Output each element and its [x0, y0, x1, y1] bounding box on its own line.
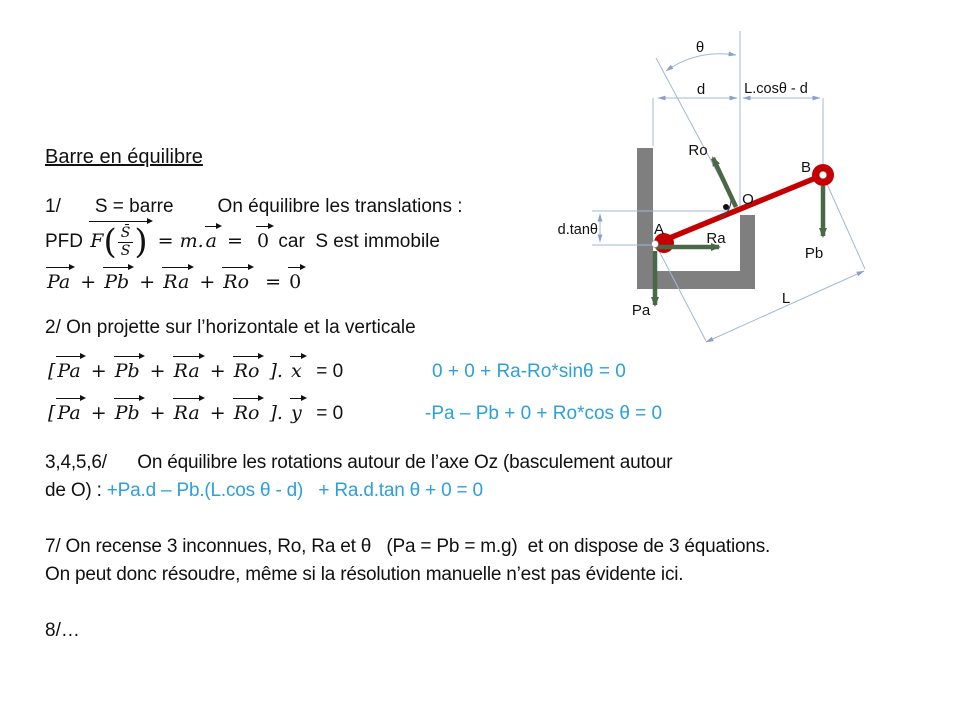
- pivot-a-dot: [652, 241, 659, 248]
- step7-line-2: On peut donc résoudre, même si la résolution manuelle n’est pas évidente ici.: [45, 564, 684, 585]
- vector: [172, 396, 204, 425]
- vector: [221, 265, 253, 294]
- step2-line: 2/ On projette sur l’horizontale et la verticale: [45, 317, 416, 338]
- math-text: ].: [263, 402, 289, 424]
- mechanics-diagram: [540, 15, 946, 360]
- rotation-line-2-blue: +Pa.d – Pb.(L.cos θ - d) + Ra.d.tan θ + 0 = 0: [106, 480, 483, 501]
- rotation-line-1: 3,4,5,6/ On équilibre les rotations autour de l’axe Oz (basculement autour: [45, 452, 673, 473]
- vector-symbol: x: [291, 360, 302, 382]
- label-ra: Ra: [706, 230, 726, 247]
- fraction-numerator: S̄: [118, 226, 134, 243]
- plain-text: = 0: [305, 403, 344, 424]
- vector: [289, 354, 306, 383]
- big-paren: ): [134, 222, 148, 263]
- label-l: L: [781, 290, 791, 307]
- vector-symbol: Ro: [223, 271, 250, 293]
- math-text: +: [84, 402, 113, 424]
- vector: [102, 265, 133, 294]
- vector-symbol: Pa: [47, 271, 71, 293]
- vector: [55, 354, 84, 383]
- plain-text: 1/: [45, 196, 61, 217]
- vector-sum-equation: [45, 265, 305, 294]
- label-ro: Ro: [688, 142, 708, 159]
- big-paren: (: [103, 222, 117, 263]
- math-text: =: [253, 271, 288, 293]
- angle-dot: [723, 204, 729, 210]
- pfd-equation: [45, 219, 440, 263]
- math-text: +: [203, 402, 232, 424]
- math-text: =: [220, 230, 256, 253]
- projection-x-equation: [48, 354, 343, 383]
- math-text: [: [48, 360, 56, 382]
- pivot-b-dot: [819, 171, 826, 178]
- math-text: +: [143, 402, 172, 424]
- vector: [113, 354, 144, 383]
- label-a: A: [653, 221, 665, 238]
- label-dtan: d.tanθ: [557, 222, 598, 238]
- vector-symbol: Pb: [114, 360, 140, 382]
- label-lcos: L.cosθ - d: [744, 81, 808, 97]
- plain-text: = 0: [305, 361, 344, 382]
- vector-symbol: y: [291, 402, 302, 424]
- math-text: [: [48, 402, 56, 424]
- step7-line-1: 7/ On recense 3 inconnues, Ro, Ra et θ (Pa = Pb = m.g) et on dispose de 3 équations.: [45, 536, 771, 557]
- plain-text: On équilibre les translations :: [217, 196, 463, 217]
- theta-arc: [666, 54, 736, 71]
- vector-symbol: 0: [289, 271, 302, 293]
- fraction: [117, 226, 135, 258]
- vector-symbol: Pb: [114, 402, 140, 424]
- ext-line-b-diag: [827, 184, 865, 269]
- vector-symbol: Ra: [173, 360, 200, 382]
- math-text: +: [74, 271, 103, 293]
- vector: [204, 224, 221, 253]
- label-pb: Pb: [804, 245, 824, 262]
- force-ro-arrow: [713, 158, 736, 207]
- vector: [287, 265, 305, 294]
- vector-symbol: a: [205, 230, 217, 253]
- vector: [113, 396, 144, 425]
- vector: [289, 396, 306, 425]
- vector: [45, 265, 74, 294]
- step8-line: 8/…: [45, 620, 80, 641]
- vector: [55, 396, 84, 425]
- projection-y-equation: [48, 396, 343, 425]
- plain-text: car S est immobile: [273, 231, 440, 253]
- math-text: = m.: [151, 230, 204, 253]
- label-o: O: [742, 191, 754, 208]
- projection-y-result: -Pa – Pb + 0 + Ro*cos θ = 0: [425, 403, 663, 424]
- math-text: +: [143, 360, 172, 382]
- projection-x-result: 0 + 0 + Ra-Ro*sinθ = 0: [432, 361, 626, 382]
- vector-symbol: Ra: [163, 271, 190, 293]
- fraction-denominator: S: [120, 242, 131, 259]
- vector: [232, 354, 264, 383]
- vector: [172, 354, 204, 383]
- math-text: +: [133, 271, 162, 293]
- vector-symbol: Ro: [233, 360, 260, 382]
- label-theta: θ: [695, 39, 705, 56]
- vector-symbol: Ra: [173, 402, 200, 424]
- math-text: +: [193, 271, 222, 293]
- vector: [255, 224, 273, 253]
- vector: [232, 396, 264, 425]
- page-title: Barre en équilibre: [45, 146, 203, 168]
- label-pa: Pa: [631, 302, 651, 319]
- vector-symbol: Ro: [233, 402, 260, 424]
- plain-text: S = barre: [94, 196, 174, 217]
- math-text: +: [84, 360, 113, 382]
- math-text: F: [90, 230, 104, 253]
- ext-line-a-diag: [658, 249, 706, 341]
- vector-symbol: Pa: [57, 402, 81, 424]
- vector-symbol: Pb: [104, 271, 130, 293]
- vector: [161, 265, 193, 294]
- label-b: B: [800, 159, 812, 176]
- bar: [655, 175, 823, 244]
- step1-line: [45, 196, 463, 218]
- label-d: d: [696, 81, 706, 98]
- rotation-line-2: [45, 480, 483, 502]
- math-text: ].: [263, 360, 289, 382]
- plain-text: PFD: [45, 231, 89, 253]
- vector-symbol: Pa: [57, 360, 81, 382]
- rotation-line-2-black: de O) :: [45, 480, 107, 501]
- vector-symbol: 0: [257, 230, 270, 253]
- vector: [88, 219, 151, 263]
- math-text: +: [203, 360, 232, 382]
